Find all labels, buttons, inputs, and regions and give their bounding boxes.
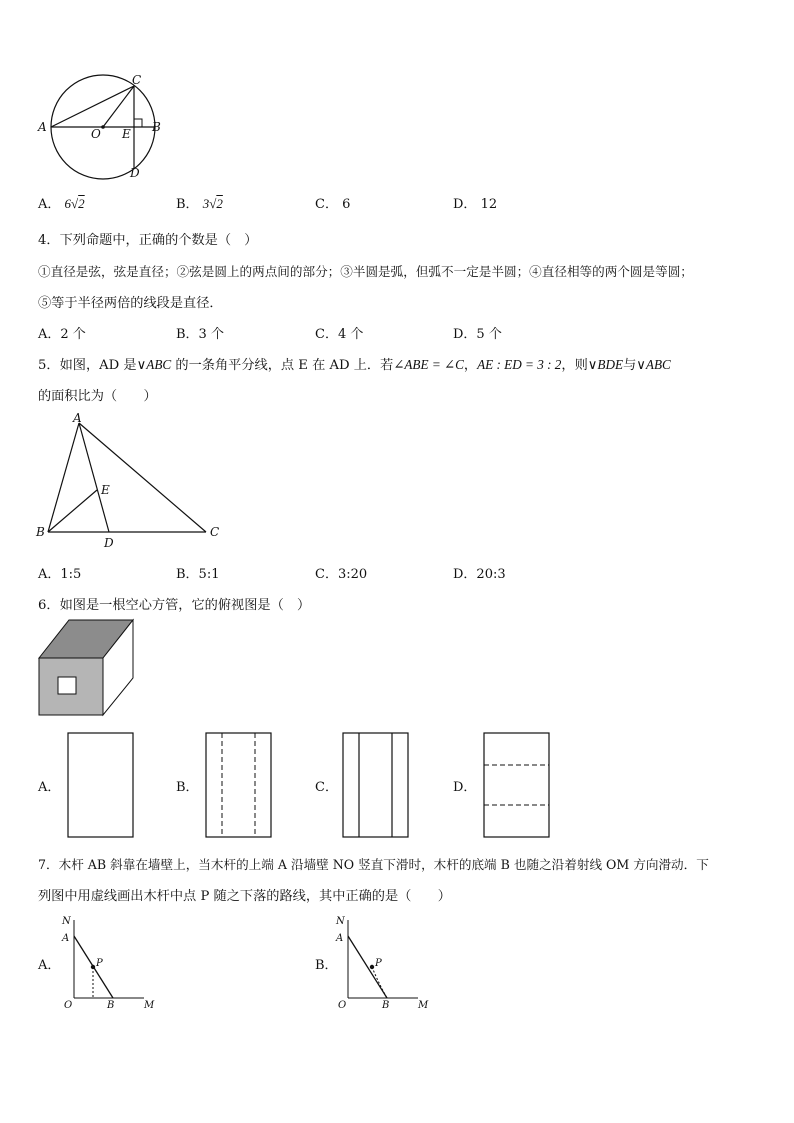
q5-option-a[interactable]: A．1:5 [38,567,82,582]
q7-option-b-label[interactable]: B． [315,958,338,973]
q3-option-c-letter: C． [315,197,338,212]
q5-label-B: B [36,525,45,539]
q5-ratio-condition: AE : ED = 3 : 2 [477,357,562,372]
q3-label-E: E [122,127,131,141]
q5-angle-condition: ∠ABE = ∠C [393,357,464,372]
q6-option-c-label[interactable]: C． [315,780,338,795]
q6-option-c-figure[interactable] [341,731,411,839]
q5-side-AB [48,423,79,532]
q5-segment-BE [48,490,97,532]
q5-stem-line1: 5．如图，AD 是∨ABC 的一条角平分线，点 E 在 AD 上．若∠ABE = ∠C，AE : ED = 3 : 2，则∨BDE与∨ABC [38,357,671,373]
q3-option-b-value: 3√2 [202,196,223,211]
q3-right-angle-mark [134,119,142,127]
q5-triangle-figure [30,412,230,552]
q4-statements-line2: ⑤等于半径两倍的线段是直径． [38,296,223,311]
q5-triangle-abc: ∨ABC [136,357,172,372]
q3-option-a[interactable] [38,193,85,212]
q3-label-B: B [152,120,161,134]
q5-label-A: A [73,412,82,425]
q6-inner-hole [58,677,76,694]
q7-option-a-label[interactable]: A． [38,958,61,973]
q4-option-c[interactable]: C．4 个 [315,327,364,342]
q6-option-d-figure[interactable] [482,731,552,839]
q3-option-c[interactable] [315,193,350,212]
q3-label-O: O [91,127,101,141]
q5-option-b[interactable]: B．5:1 [176,567,220,582]
q6-option-d-label[interactable]: D． [453,780,477,795]
q5-stem-line2: 的面积比为（ ） [38,389,157,404]
q5-label-D: D [104,536,114,550]
q3-option-d-value: 12 [480,197,498,212]
q4-stem: 4．下列命题中，正确的个数是（ ） [38,233,258,248]
q4-option-a[interactable]: A．2 个 [38,327,86,342]
q3-label-A: A [38,120,47,134]
q3-segment-OC [103,86,134,127]
q4-statements-line1: ①直径是弦，弦是直径；②弦是圆上的两点间的部分；③半圆是弧，但弧不一定是半圆；④直径相等的两个圆是等圆； [38,264,693,279]
q5-label-C: C [210,525,220,539]
q7-b-path [372,967,387,998]
q7-stem-line2: 列图中用虚线画出木杆中点 P 随之下落的路线，其中正确的是（ ） [38,889,451,904]
q5-option-c[interactable]: C．3:20 [315,567,368,582]
q3-option-d[interactable] [453,193,497,212]
q7-a-label-B: B [107,1000,115,1010]
q7-b-label-A: A [336,933,344,944]
q5-side-AC [79,423,206,532]
q7-b-label-P: P [375,958,382,969]
q3-option-a-value: 6√2 [64,196,85,211]
q5-triangle-bde: ∨BDE [587,357,624,372]
q3-circle-figure [30,70,170,180]
q3-option-a-letter: A． [38,197,61,212]
q6-stem: 6．如图是一根空心方管，它的俯视图是（ ） [38,598,311,613]
q3-option-b[interactable] [176,193,223,212]
q6-option-b-label[interactable]: B． [176,780,199,795]
q5-label-E: E [101,483,110,497]
q3-segment-AC [51,86,134,127]
q3-label-D: D [130,166,140,180]
q7-b-label-M: M [418,1000,429,1010]
q3-option-d-letter: D． [453,197,477,212]
q7-b-label-O: O [338,1000,347,1010]
q5-triangle-abc-2: ∨ABC [636,357,671,372]
q3-option-c-value: 6 [342,197,351,212]
q5-option-d[interactable]: D．20:3 [453,567,506,582]
q7-a-label-N: N [62,916,71,927]
q4-option-d[interactable]: D．5 个 [453,327,502,342]
q5-bisector-AD [79,423,109,532]
q7-b-label-B: B [382,1000,390,1010]
q4-option-b[interactable]: B．3 个 [176,327,224,342]
q7-b-label-N: N [336,916,345,927]
q6-option-a-figure[interactable] [66,731,136,839]
q7-a-label-M: M [144,1000,155,1010]
q3-label-C: C [132,73,142,87]
q6-option-b-figure[interactable] [204,731,274,839]
q3-center-dot [101,125,105,129]
q7-a-label-P: P [96,958,103,969]
q7-stem-line1: 7．木杆 AB 斜靠在墙壁上，当木杆的上端 A 沿墙壁 NO 竖直下滑时，木杆的底端 B 也随之沿着射线 OM 方向滑动．下 [38,857,709,872]
q3-option-b-letter: B． [176,197,199,212]
q7-a-label-O: O [64,1000,73,1010]
q7-option-b-figure[interactable] [332,912,432,1010]
q6-hollow-tube-figure [36,618,140,718]
q7-option-a-figure[interactable] [58,912,158,1010]
q6-option-a-label[interactable]: A． [38,780,61,795]
q7-a-label-A: A [62,933,70,944]
